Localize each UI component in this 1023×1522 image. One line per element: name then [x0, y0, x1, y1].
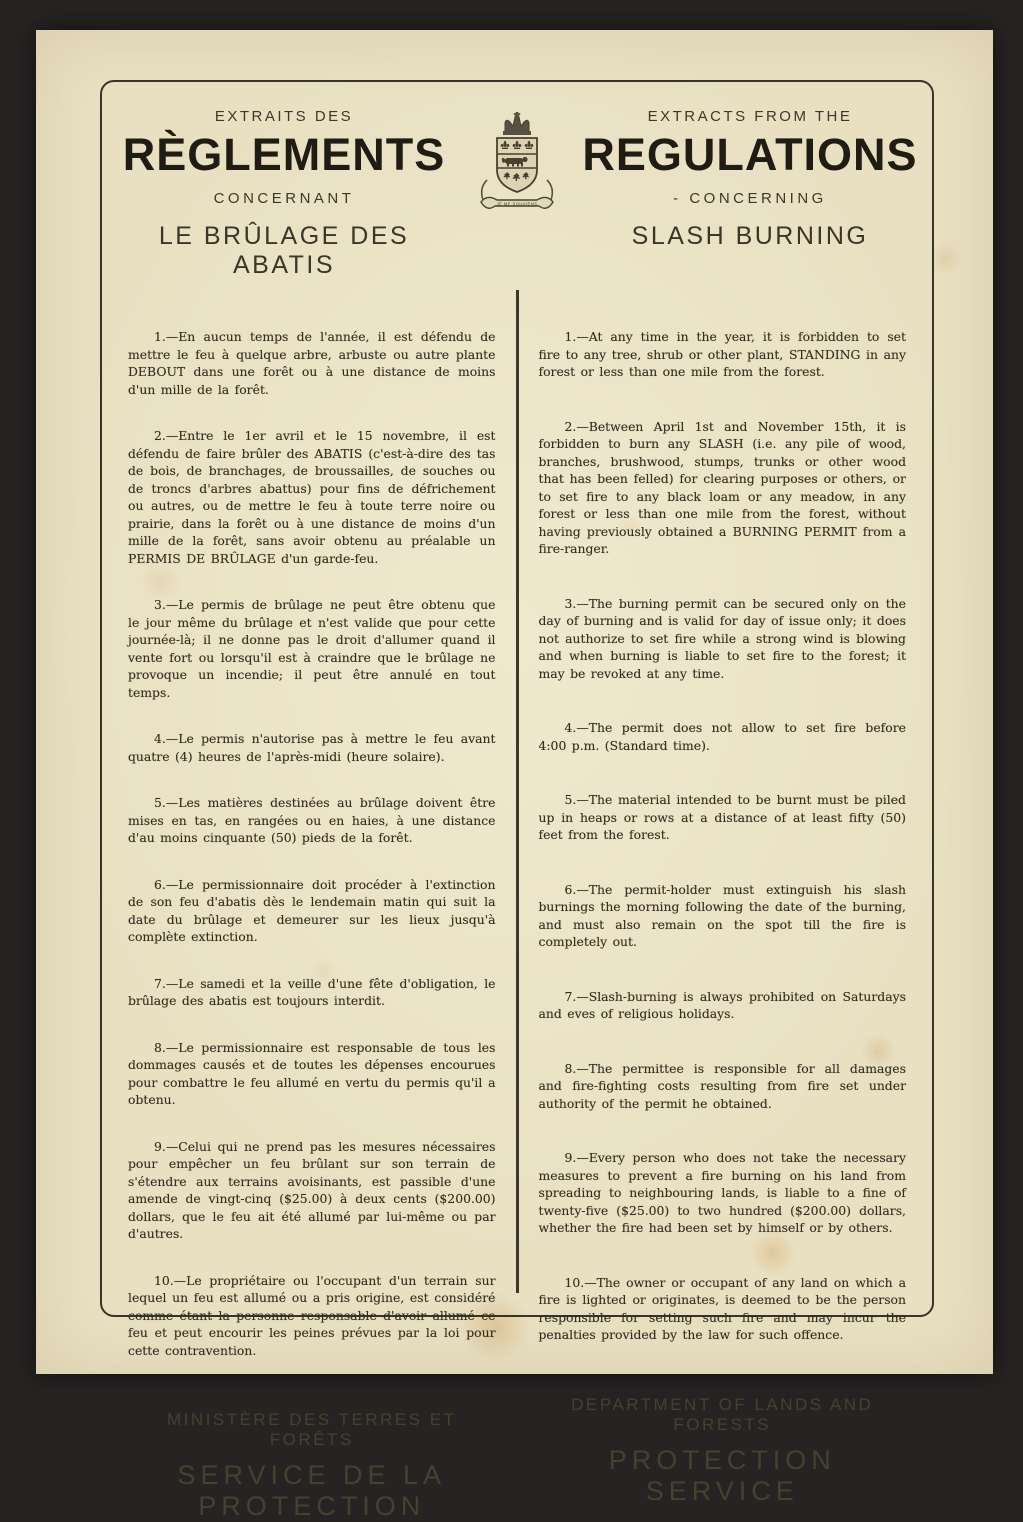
fr-paragraph-7: 7.—Le samedi et la veille d'une fête d'obligation, le brûlage des abatis est toujours interdit.: [128, 975, 496, 1008]
fr-paragraph-2: 2.—Entre le 1er avril et le 15 novembre, il est défendu de faire brûler des ABATIS (c'est-à-dire des tas de bois, de branchages, de broussailles, de souches ou de troncs d'arbres abattus) pour fins de défrichement ou autres, ou de mettre le feu à toute terre noire ou prairie, dans la forêt ou à une distance de moins d'un mille de la forêt, sans avoir obtenu au préalable un PERMIS DE BRÛLAGE d'un garde-feu.: [128, 428, 496, 566]
english-department-name: DEPARTMENT OF LANDS AND FORESTS: [571, 1394, 874, 1434]
english-subline: - CONCERNING: [673, 190, 827, 207]
english-service-name: PROTECTION SERVICE: [608, 1444, 836, 1506]
en-paragraph-4: 4.—The permit does not allow to set fire before 4:00 p.m. (Standard time).: [538, 720, 906, 753]
en-paragraph-1: 1.—At any time in the year, it is forbidden to set fire to any tree, shrub or other plant, STANDING in any forest or less than one mile from the forest.: [538, 329, 906, 379]
en-paragraph-3: 3.—The burning permit can be secured only on the day of burning and is valid for day of issue only; it does not authorize to set fire while a strong wind is blowing and when burning is liable to set fire to the forest; it may be revoked at any time.: [538, 595, 906, 681]
fr-paragraph-3: 3.—Le permis de brûlage ne peut être obtenu que le jour même du brûlage et n'est valide que pour cette journée-là; il ne donne pas le droit d'allumer quand il vente fort ou lorsqu'il est à craindre que le brûlage ne provoque un incendie; il peut être annulé en tout temps.: [128, 597, 496, 700]
french-column: [128, 286, 496, 1522]
crest-container: [458, 108, 576, 228]
french-eyebrow: EXTRAITS DES: [214, 108, 354, 125]
french-service-name: SERVICE DE LA PROTECTION: [177, 1460, 447, 1521]
en-paragraph-5: 5.—The material intended to be burnt must be piled up in heaps or rows at a distance of at least fifty (50) feet from the forest.: [538, 792, 906, 842]
english-footer: [539, 1395, 907, 1507]
regulations-body: [102, 286, 932, 1522]
crest-motto: JE ME SOUVIENS: [496, 201, 538, 207]
fr-paragraph-1: 1.—En aucun temps de l'année, il est défendu de mettre le feu à quelque arbre, arbuste ou autre plante DEBOUT dans une forêt ou à une distance de moins d'un mille de la forêt.: [128, 329, 496, 397]
en-paragraph-10: 10.—The owner or occupant of any land on which a fire is lighted or originates, is deemed to be the person responsible for setting such fire and may incur the penalties provided by the law for such offence.: [538, 1274, 906, 1342]
inner-border-frame: [100, 80, 934, 1521]
poster-header: [102, 82, 932, 280]
poster-paper: [36, 30, 993, 1521]
fr-paragraph-5: 5.—Les matières destinées au brûlage doivent être mises en tas, en rangées ou en haies, à une distance d'au moins cinquante (50) pieds de la forêt.: [128, 795, 496, 845]
french-title: RÈGLEMENTS: [122, 129, 446, 180]
french-ministry-name: MINISTÈRE DES TERRES ET FORÊTS: [166, 1410, 457, 1449]
fr-paragraph-10: 10.—Le propriétaire ou l'occupant d'un terrain sur lequel un feu est allumé ou a pris origine, est considéré comme étant la personne responsable d'avoir allumé ce feu et peut encourir les peines prévues par la loi pour cette contravention.: [128, 1272, 496, 1358]
french-subject: LE BRÛLAGE DES ABATIS: [158, 222, 410, 279]
column-divider-rule: [516, 290, 519, 1293]
en-paragraph-7: 7.—Slash-burning is always prohibited on Saturdays and eves of religious holidays.: [538, 988, 906, 1021]
english-subject: SLASH BURNING: [631, 222, 869, 250]
english-title: REGULATIONS: [582, 129, 918, 180]
french-footer: [128, 1410, 496, 1522]
fr-paragraph-8: 8.—Le permissionnaire est responsable de tous les dommages causés et de toutes les dépenses encourues pour combattre le feu allumé en vertu du permis qu'il a obtenu.: [128, 1039, 496, 1107]
french-header: [110, 108, 458, 280]
english-header: [576, 108, 924, 251]
french-subline: CONCERNANT: [213, 190, 355, 207]
english-eyebrow: EXTRACTS FROM THE: [647, 108, 853, 125]
fr-paragraph-6: 6.—Le permissionnaire doit procéder à l'extinction de son feu d'abatis dès le lendemain matin qui suit la date du brûlage et demeurer sur les lieux jusqu'à complète extinction.: [128, 876, 496, 944]
fr-paragraph-9: 9.—Celui qui ne prend pas les mesures nécessaires pour empêcher un feu brûlant sur son terrain de s'étendre aux terrains avoisinants, est passible d'une amende de vingt-cinq ($25.00) à deux cents ($200.00) dollars, que le feu ait été allumé par lui-même ou par d'autres.: [128, 1138, 496, 1241]
en-paragraph-2: 2.—Between April 1st and November 15th, it is forbidden to burn any SLASH (i.e. any pile of wood, branches, brushwood, stumps, trunks or other wood that has been felled) for clearing purposes or others, or to set fire to any black loam or any meadow, in any forest or less than one mile from the forest, without having previously obtained a BURNING PERMIT from a fire-ranger.: [538, 418, 906, 556]
fr-paragraph-4: 4.—Le permis n'autorise pas à mettre le feu avant quatre (4) heures de l'après-midi (heure solaire).: [128, 731, 496, 764]
en-paragraph-9: 9.—Every person who does not take the necessary measures to prevent a fire burning on his land from spreading to neighbouring lands, is liable to a fine of twenty-five ($25.00) to two hundred ($200.00) dollars, whether the fire had been set by himself or by others.: [538, 1150, 906, 1235]
en-paragraph-6: 6.—The permit-holder must extinguish his slash burnings the morning following the date of the burning, and must also remain on the spot till the fire is completely out.: [538, 881, 906, 949]
en-paragraph-8: 8.—The permittee is responsible for all damages and fire-fighting costs resulting from fire set under authority of the permit he obtained.: [538, 1060, 906, 1111]
quebec-coat-of-arms-icon: [467, 110, 567, 228]
english-column: [539, 286, 907, 1522]
